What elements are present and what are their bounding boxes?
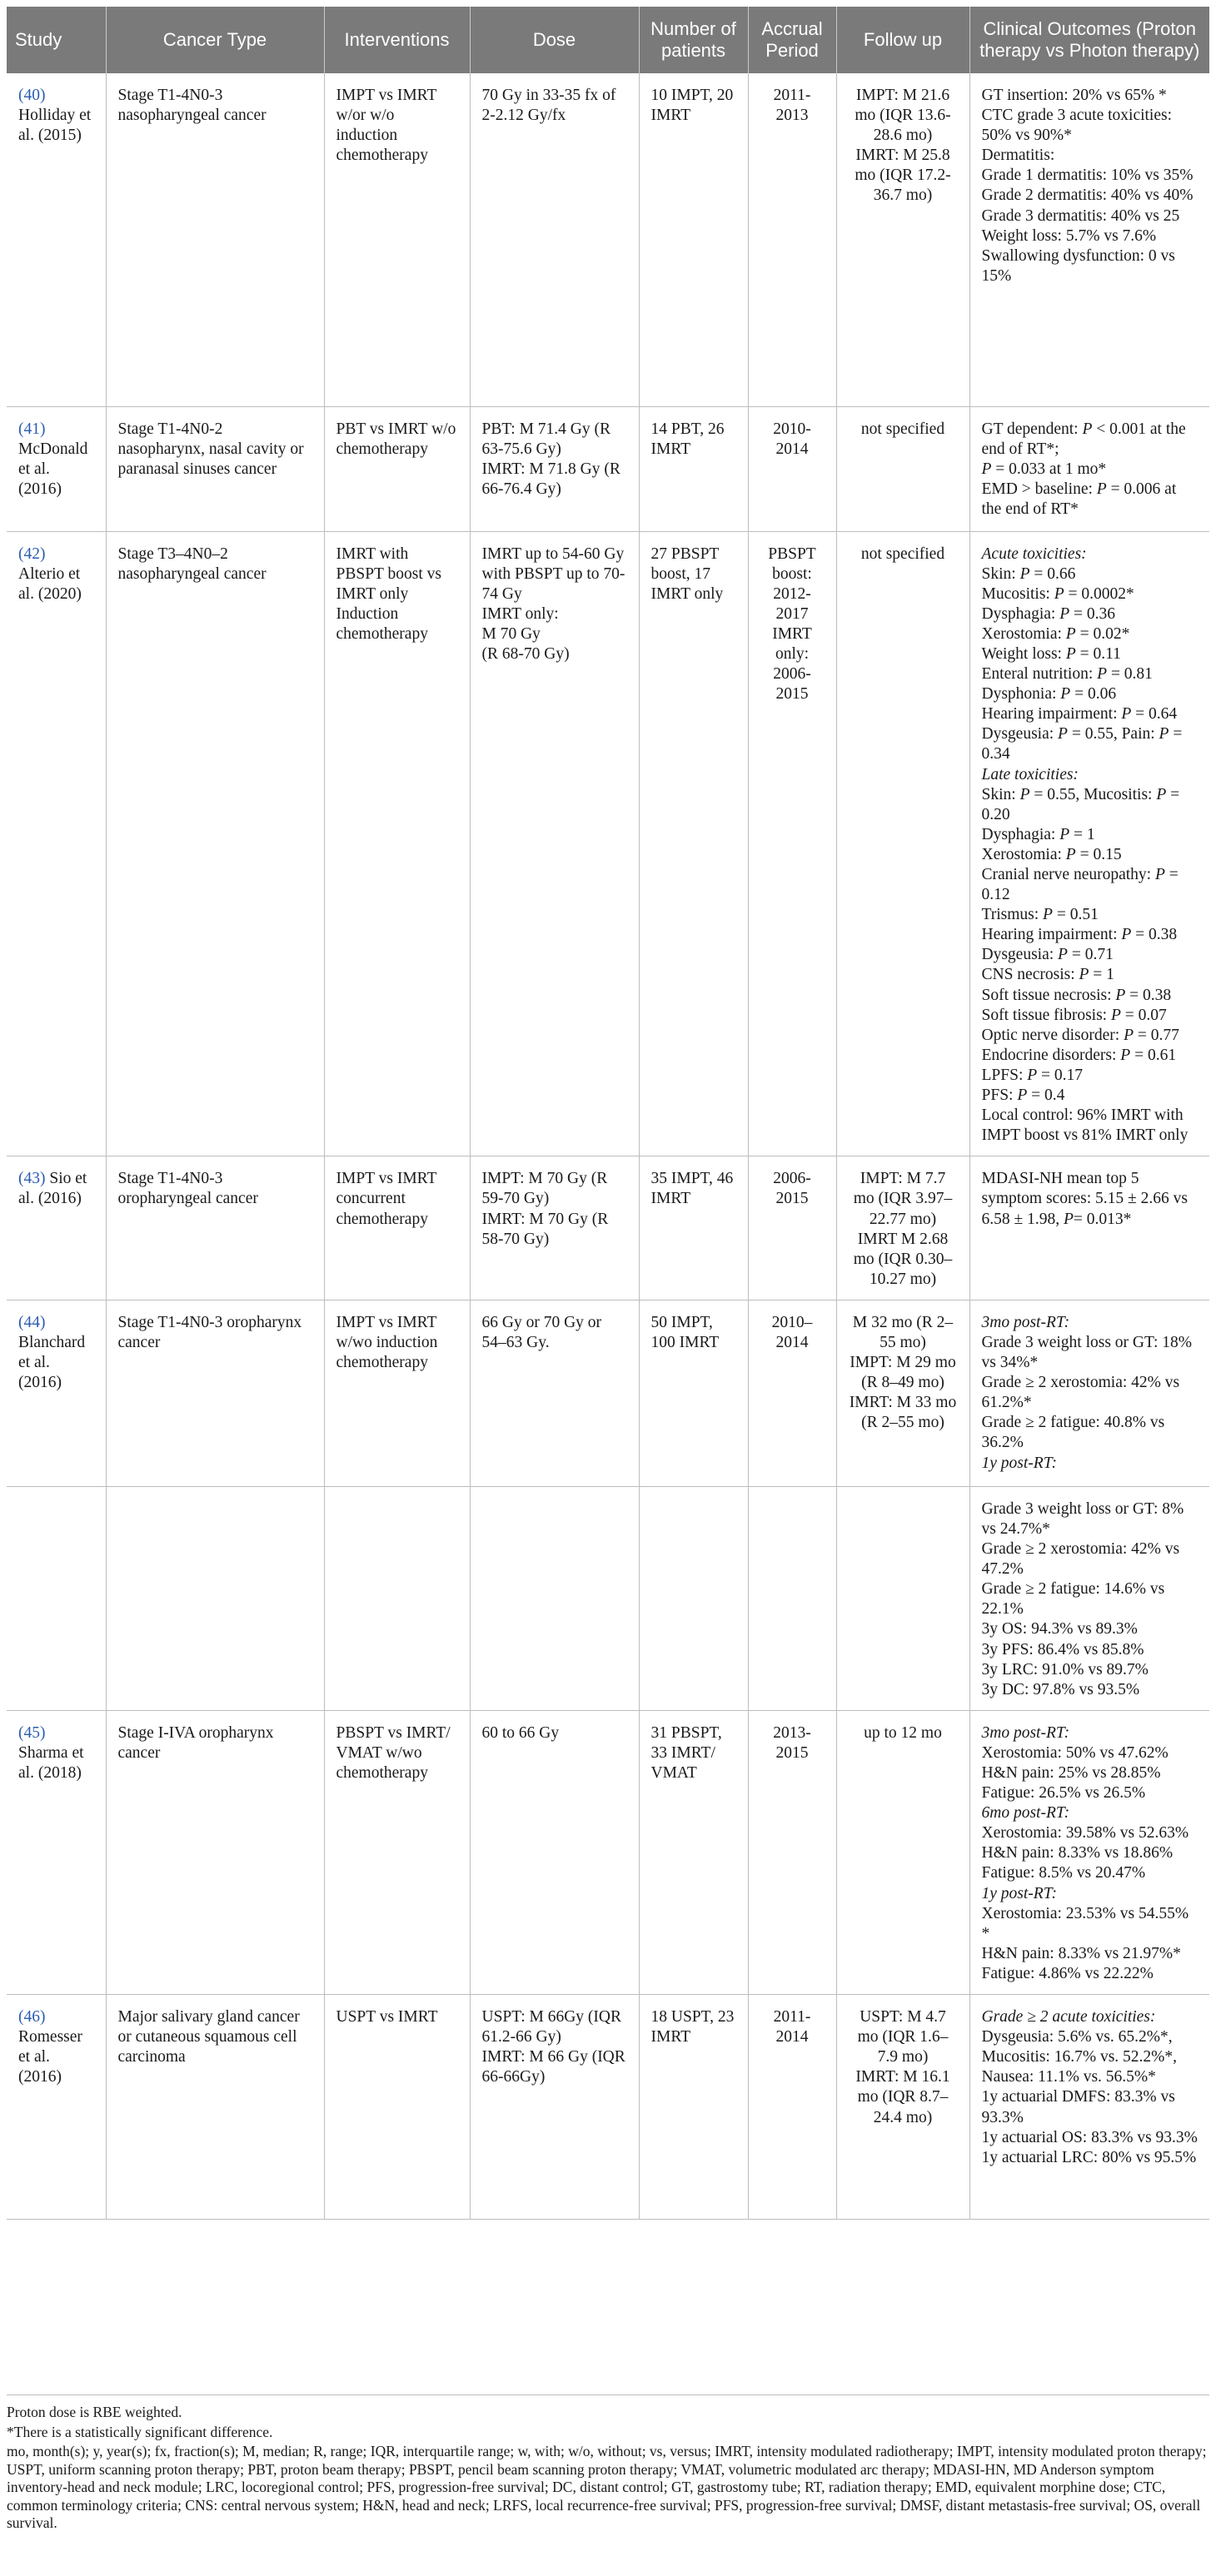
- cell-line: PBSPT vs IMRT/ VMAT w/wo chemotherapy: [336, 1723, 451, 1782]
- cell-study: [7, 531, 106, 1156]
- outcome-line: Grade 3 dermatitis: 40% vs 25: [981, 206, 1180, 225]
- header-dose: Dose: [470, 7, 639, 73]
- cell-dose: [470, 1486, 639, 1710]
- outcome-line: 1y actuarial LRC: 80% vs 95.5%: [981, 2148, 1197, 2166]
- cell-line: Stage I-IVA oropharynx cancer: [117, 1723, 274, 1762]
- table-row: [7, 1710, 1209, 1994]
- cell-line: IMRT only:: [481, 604, 559, 623]
- cell-line: IMPT: M 29 mo (R 8–49 mo): [850, 1354, 956, 1392]
- outcome-line: 3y LRC: 91.0% vs 89.7%: [981, 1660, 1149, 1678]
- cell-study: [7, 73, 106, 406]
- outcome-line: 1y actuarial DMFS: 83.3% vs 93.3%: [981, 2088, 1175, 2126]
- cell-line: 50 IMPT, 100 IMRT: [650, 1313, 720, 1351]
- cell-dose: [470, 531, 639, 1156]
- header-number-of-patients: Number of patients: [639, 7, 748, 73]
- cell-line: IMRT up to 54-60 Gy with PBSPT up to 70-74 Gy: [481, 545, 625, 603]
- cell-study: [7, 406, 106, 531]
- table-row: [7, 1995, 1209, 2220]
- cell-line: Stage T3–4N0–2 nasopharyngeal cancer: [117, 545, 267, 583]
- header-cancer-type: Cancer Type: [106, 7, 324, 73]
- outcome-line: Weight loss: 5.7% vs 7.6%: [981, 226, 1157, 245]
- outcome-line: 6mo post-RT:: [981, 1804, 1070, 1823]
- cell-cancer-type: [106, 406, 324, 531]
- cell-follow-up: [836, 406, 969, 531]
- cell-line: IMRT: M 25.8 mo (IQR 17.2-36.7 mo): [855, 147, 951, 205]
- study-name: Romesser et al. (2016): [18, 2028, 82, 2086]
- cell-line: PBT: M 71.4 Gy (R 63-75.6 Gy): [481, 420, 611, 458]
- cell-line: 10 IMPT, 20 IMRT: [650, 87, 734, 125]
- cell-study: [7, 1156, 106, 1300]
- outcome-line: 3y OS: 94.3% vs 89.3%: [981, 1620, 1138, 1639]
- cell-dose: [470, 73, 639, 406]
- table-header-row: [7, 7, 1209, 73]
- cell-follow-up: [836, 1710, 969, 1994]
- outcome-line: LPFS: P = 0.17: [981, 1066, 1084, 1084]
- outcome-line: 1y actuarial OS: 83.3% vs 93.3%: [981, 2128, 1198, 2146]
- cell-study: [7, 1486, 106, 1710]
- cell-dose: [470, 1710, 639, 1994]
- cell-line: 70 Gy in 33-35 fx of 2-2.12 Gy/fx: [481, 87, 616, 125]
- cell-line: (R 68-70 Gy): [481, 644, 570, 663]
- study-name: McDonald et al. (2016): [18, 440, 88, 498]
- outcome-line: Enteral nutrition: P = 0.81: [981, 665, 1153, 684]
- outcome-line: Soft tissue fibrosis: P = 0.07: [981, 1006, 1167, 1024]
- cell-cancer-type: [106, 73, 324, 406]
- cell-number-of-patients: [639, 1710, 748, 1994]
- table-row: [7, 406, 1209, 531]
- outcome-line: H&N pain: 8.33% vs 18.86%: [981, 1844, 1174, 1862]
- study-name: Blanchard et al. (2016): [18, 1333, 86, 1392]
- cell-cancer-type: [106, 1995, 324, 2220]
- cell-follow-up: [836, 531, 969, 1156]
- outcome-line: Grade ≥ 2 xerostomia: 42% vs 61.2%*: [981, 1374, 1180, 1412]
- cell-line: Stage T1-4N0-3 nasopharyngeal cancer: [117, 87, 267, 125]
- cell-line: IMRT: M 66 Gy (IQR 66-66Gy): [481, 2048, 625, 2086]
- cell-number-of-patients: [639, 406, 748, 531]
- cell-follow-up: [836, 1486, 969, 1710]
- cell-accrual-period: [748, 1995, 836, 2220]
- cell-line: Stage T1-4N0-2 nasopharynx, nasal cavity or paranasal sinuses cancer: [117, 420, 304, 478]
- outcome-line: Dysphagia: P = 0.36: [981, 604, 1115, 623]
- cell-dose: [470, 406, 639, 531]
- outcome-line: Acute toxicities:: [981, 545, 1087, 563]
- outcome-line: Hearing impairment: P = 0.64: [981, 705, 1178, 724]
- outcome-line: Grade ≥ 2 xerostomia: 42% vs 47.2%: [981, 1540, 1180, 1579]
- cell-study: [7, 1300, 106, 1486]
- outcome-line: Dysgeusia: 5.6% vs. 65.2%*,: [981, 2028, 1173, 2046]
- table-body: [7, 73, 1209, 2220]
- cell-interventions: [324, 73, 470, 406]
- outcome-line: H&N pain: 25% vs 28.85%: [981, 1764, 1161, 1782]
- cell-accrual-period: [748, 1486, 836, 1710]
- cell-line: M 32 mo (R 2–55 mo): [852, 1313, 954, 1351]
- cell-line: PBT vs IMRT w/o chemotherapy: [336, 420, 456, 458]
- cell-number-of-patients: [639, 1156, 748, 1300]
- cell-line: IMPT: M 21.6 mo (IQR 13.6-28.6 mo): [855, 87, 951, 145]
- outcome-line: Cranial nerve neuropathy: P = 0.12: [981, 866, 1179, 904]
- outcome-line: Dysphonia: P = 0.06: [981, 685, 1117, 704]
- cell-interventions: [324, 1300, 470, 1486]
- cell-interventions: [324, 1156, 470, 1300]
- outcome-line: 3mo post-RT:: [981, 1313, 1070, 1331]
- outcome-line: Grade 3 weight loss or GT: 8% vs 24.7%*: [981, 1499, 1184, 1538]
- outcome-line: Grade 2 dermatitis: 40% vs 40%: [981, 186, 1194, 205]
- cell-line: IMRT: M 16.1 mo (IQR 8.7–24.4 mo): [855, 2068, 950, 2126]
- cell-line: IMRT: M 33 mo (R 2–55 mo): [849, 1394, 957, 1432]
- outcome-line: 1y post-RT:: [981, 1884, 1057, 1902]
- cell-interventions: [324, 1486, 470, 1710]
- outcome-line: Trismus: P = 0.51: [981, 906, 1099, 924]
- outcome-line: Dysgeusia: P = 0.55, Pain: P = 0.34: [981, 725, 1183, 763]
- cell-line: IMRT M 2.68 mo (IQR 0.30–10.27 mo): [853, 1230, 953, 1288]
- outcome-line: 3mo post-RT:: [981, 1723, 1070, 1742]
- cell-line: 31 PBSPT, 33 IMRT/ VMAT: [650, 1723, 722, 1782]
- outcome-line: Grade 3 weight loss or GT: 18% vs 34%*: [981, 1333, 1192, 1372]
- outcome-line: Mucositis: P = 0.0002*: [981, 584, 1134, 603]
- cell-line: IMRT: M 71.8 Gy (R 66-76.4 Gy): [481, 460, 620, 498]
- cell-line: 66 Gy or 70 Gy or 54–63 Gy.: [481, 1313, 602, 1351]
- cell-line: Major salivary gland cancer or cutaneous squamous cell carcinoma: [117, 2008, 300, 2066]
- outcome-line: Fatigue: 4.86% vs 22.22%: [981, 1964, 1154, 1982]
- outcome-line: Dysgeusia: P = 0.71: [981, 946, 1114, 964]
- cell-cancer-type: [106, 1486, 324, 1710]
- cell-accrual-period: [748, 406, 836, 531]
- reference-link[interactable]: (45): [18, 1723, 46, 1742]
- reference-link[interactable]: (40): [18, 87, 46, 104]
- cell-number-of-patients: [639, 1995, 748, 2220]
- cell-line: IMPT: M 70 Gy (R 59-70 Gy): [481, 1170, 608, 1208]
- cell-line: USPT: M 66Gy (IQR 61.2-66 Gy): [481, 2008, 622, 2046]
- cell-clinical-outcomes: [969, 1486, 1209, 1710]
- cell-dose: [470, 1995, 639, 2220]
- cell-line: not specified: [860, 420, 945, 438]
- cell-line: IMPT vs IMRT concurrent chemotherapy: [336, 1170, 437, 1228]
- header-study: Study: [7, 7, 106, 73]
- outcome-line: Nausea: 11.1% vs. 56.5%*: [981, 2068, 1156, 2086]
- outcome-line: Late toxicities:: [981, 765, 1079, 783]
- cell-number-of-patients: [639, 73, 748, 406]
- outcome-line: Xerostomia: P = 0.15: [981, 845, 1122, 863]
- cell-line: Stage T1-4N0-3 oropharynx cancer: [117, 1313, 302, 1351]
- cell-interventions: [324, 406, 470, 531]
- cell-clinical-outcomes: [969, 1995, 1209, 2220]
- outcome-line: GT insertion: 20% vs 65% *: [981, 87, 1167, 104]
- cell-clinical-outcomes: [969, 1300, 1209, 1486]
- cell-accrual-period: [748, 1300, 836, 1486]
- outcome-line: Dermatitis:: [981, 147, 1055, 165]
- cell-line: IMRT with PBSPT boost vs IMRT only Induction chemotherapy: [336, 545, 441, 643]
- outcome-line: EMD > baseline: P = 0.006 at the end of RT*: [981, 480, 1177, 518]
- outcome-line: Hearing impairment: P = 0.38: [981, 926, 1178, 944]
- cell-clinical-outcomes: [969, 1710, 1209, 1994]
- cell-line: IMRT: M 70 Gy (R 58-70 Gy): [481, 1210, 609, 1248]
- cell-follow-up: [836, 1156, 969, 1300]
- header-follow-up: Follow up: [836, 7, 969, 73]
- cell-accrual-period: [748, 1156, 836, 1300]
- table-footnotes: [7, 2394, 1209, 2534]
- study-name: Sio et al. (2016): [18, 1170, 87, 1208]
- cell-cancer-type: [106, 1156, 324, 1300]
- cell-dose: [470, 1156, 639, 1300]
- cell-follow-up: [836, 1995, 969, 2220]
- cell-line: PBSPT boost: 2012-2017: [768, 545, 816, 623]
- cell-interventions: [324, 1995, 470, 2220]
- table-row: [7, 1156, 1209, 1300]
- outcome-line: Grade ≥ 2 fatigue: 40.8% vs 36.2%: [981, 1414, 1165, 1452]
- outcome-line: Optic nerve disorder: P = 0.77: [981, 1026, 1179, 1044]
- outcome-line: PFS: P = 0.4: [981, 1087, 1065, 1105]
- cell-line: 14 PBT, 26 IMRT: [650, 420, 725, 458]
- cell-study: [7, 1995, 106, 2220]
- cell-accrual-period: [748, 1710, 836, 1994]
- outcome-line: Fatigue: 8.5% vs 20.47%: [981, 1864, 1146, 1882]
- outcome-line: Xerostomia: P = 0.02*: [981, 624, 1130, 643]
- outcome-line: MDASI-NH mean top 5 symptom scores: 5.15 ± 2.66 vs 6.58 ± 1.98, P= 0.013*: [981, 1170, 1188, 1228]
- cell-line: 18 USPT, 23 IMRT: [650, 2008, 735, 2046]
- outcome-line: Weight loss: P = 0.11: [981, 644, 1121, 663]
- cell-cancer-type: [106, 1300, 324, 1486]
- outcome-line: CNS necrosis: P = 1: [981, 966, 1114, 984]
- outcome-line: Endocrine disorders: P = 0.61: [981, 1046, 1177, 1064]
- cell-line: 27 PBSPT boost, 17 IMRT only: [650, 545, 724, 603]
- outcome-line: Dysphagia: P = 1: [981, 825, 1095, 843]
- outcome-line: P = 0.033 at 1 mo*: [981, 460, 1107, 478]
- header-interventions: Interventions: [324, 7, 470, 73]
- cell-line: IMPT vs IMRT w/or w/o induction chemotherapy: [336, 87, 437, 165]
- cell-line: IMPT vs IMRT w/wo induction chemotherapy: [336, 1313, 438, 1372]
- cell-line: M 70 Gy: [481, 624, 541, 643]
- cell-line: IMPT: M 7.7 mo (IQR 3.97–22.77 mo): [853, 1170, 953, 1228]
- cell-study: [7, 1710, 106, 1994]
- outcome-line: 3y PFS: 86.4% vs 85.8%: [981, 1640, 1144, 1658]
- cell-interventions: [324, 531, 470, 1156]
- cell-accrual-period: [748, 73, 836, 406]
- outcome-line: GT dependent: P < 0.001 at the end of RT*;: [981, 420, 1186, 458]
- cell-clinical-outcomes: [969, 1156, 1209, 1300]
- outcome-line: Skin: P = 0.55, Mucositis: P = 0.20: [981, 785, 1180, 823]
- outcome-line: Grade ≥ 2 fatigue: 14.6% vs 22.1%: [981, 1580, 1165, 1619]
- cell-line: 2010-2014: [773, 420, 811, 458]
- study-name: Holliday et al. (2015): [18, 107, 92, 145]
- reference-link[interactable]: (42): [18, 545, 46, 563]
- study-name: Sharma et al. (2018): [18, 1743, 84, 1782]
- cell-number-of-patients: [639, 531, 748, 1156]
- table-row: [7, 1486, 1209, 1710]
- footnote: *There is a statistically significant difference.: [7, 2423, 273, 2440]
- cell-interventions: [324, 1710, 470, 1994]
- cell-line: 60 to 66 Gy: [481, 1723, 560, 1742]
- cell-clinical-outcomes: [969, 531, 1209, 1156]
- cell-line: USPT: M 4.7 mo (IQR 1.6–7.9 mo): [857, 2008, 949, 2066]
- footnote: mo, month(s); y, year(s); fx, fraction(s); M, median; R, range; IQR, interquartile range; w, with; w/o, without; vs, versus; IMRT, intensity modulated radiotherapy; IMPT, intensity modulated proton therapy; USPT, uniform scanning proton therapy; PBT, proton beam therapy; PBSPT, pencil beam scanning proton therapy; VMAT, volumetric modulated arc therapy; MDASI-HN, MD Anderson symptom inventory-head and neck module; LRC, locoregional control; PFS, progression-free survival; DC, distant control; GT, gastrostomy tube; RT, radiation therapy; EMD, equivalent morphine dose; CTC, common terminology criteria; CNS: central nervous system; H&N, head and neck; LRFS, local recurrence-free survival; PFS, progression-free survival; DMSF, distant metastasis-free survival; OS, overall survival.: [7, 2443, 1207, 2531]
- cell-follow-up: [836, 1300, 969, 1486]
- outcome-line: Grade ≥ 2 acute toxicities:: [981, 2008, 1156, 2026]
- outcome-line: Fatigue: 26.5% vs 26.5%: [981, 1784, 1146, 1803]
- reference-link[interactable]: (46): [18, 2008, 46, 2026]
- header-clinical-outcomes: Clinical Outcomes (Proton therapy vs Photon therapy): [969, 7, 1209, 73]
- table-row: [7, 531, 1209, 1156]
- cell-cancer-type: [106, 531, 324, 1156]
- outcome-line: Xerostomia: 50% vs 47.62%: [981, 1743, 1169, 1762]
- outcome-line: Grade 1 dermatitis: 10% vs 35%: [981, 167, 1194, 185]
- header-accrual-period: Accrual Period: [748, 7, 836, 73]
- cell-dose: [470, 1300, 639, 1486]
- cell-number-of-patients: [639, 1300, 748, 1486]
- cell-line: not specified: [860, 545, 945, 563]
- study-name: Alterio et al. (2020): [18, 564, 82, 603]
- cell-line: 2010–2014: [771, 1313, 813, 1351]
- outcome-line: CTC grade 3 acute toxicities: 50% vs 90%*: [981, 107, 1173, 145]
- reference-link[interactable]: (41): [18, 420, 46, 438]
- cell-number-of-patients: [639, 1486, 748, 1710]
- outcome-line: Xerostomia: 23.53% vs 54.55% *: [981, 1904, 1189, 1942]
- outcome-line: Local control: 96% IMRT with IMPT boost vs 81% IMRT only: [981, 1106, 1189, 1145]
- cell-line: USPT vs IMRT: [336, 2008, 438, 2026]
- cell-clinical-outcomes: [969, 73, 1209, 406]
- reference-link[interactable]: (43): [18, 1170, 46, 1188]
- cell-line: 35 IMPT, 46 IMRT: [650, 1170, 734, 1208]
- outcome-line: Skin: P = 0.66: [981, 564, 1076, 583]
- studies-table: [7, 7, 1209, 2220]
- outcome-line: Mucositis: 16.7% vs. 52.2%*,: [981, 2048, 1178, 2066]
- cell-cancer-type: [106, 1710, 324, 1994]
- cell-line: 2006-2015: [773, 1170, 811, 1208]
- cell-clinical-outcomes: [969, 406, 1209, 531]
- cell-line: 2011-2013: [773, 87, 811, 125]
- cell-line: IMRT only: 2006-2015: [772, 624, 812, 704]
- footnote: Proton dose is RBE weighted.: [7, 2404, 182, 2420]
- cell-line: up to 12 mo: [864, 1723, 942, 1742]
- outcome-line: Xerostomia: 39.58% vs 52.63%: [981, 1824, 1189, 1842]
- outcome-line: Swallowing dysfunction: 0 vs 15%: [981, 246, 1175, 285]
- cell-line: 2013-2015: [773, 1723, 811, 1762]
- outcome-line: H&N pain: 8.33% vs 21.97%*: [981, 1944, 1181, 1962]
- outcome-line: 1y post-RT:: [981, 1454, 1057, 1472]
- cell-accrual-period: [748, 531, 836, 1156]
- outcome-line: 3y DC: 97.8% vs 93.5%: [981, 1680, 1140, 1698]
- cell-line: 2011-2014: [773, 2008, 811, 2046]
- reference-link[interactable]: (44): [18, 1313, 46, 1331]
- cell-follow-up: [836, 73, 969, 406]
- cell-line: Stage T1-4N0-3 oropharyngeal cancer: [117, 1170, 258, 1208]
- outcome-line: Soft tissue necrosis: P = 0.38: [981, 986, 1172, 1004]
- table-row: [7, 73, 1209, 406]
- table-row: [7, 1300, 1209, 1486]
